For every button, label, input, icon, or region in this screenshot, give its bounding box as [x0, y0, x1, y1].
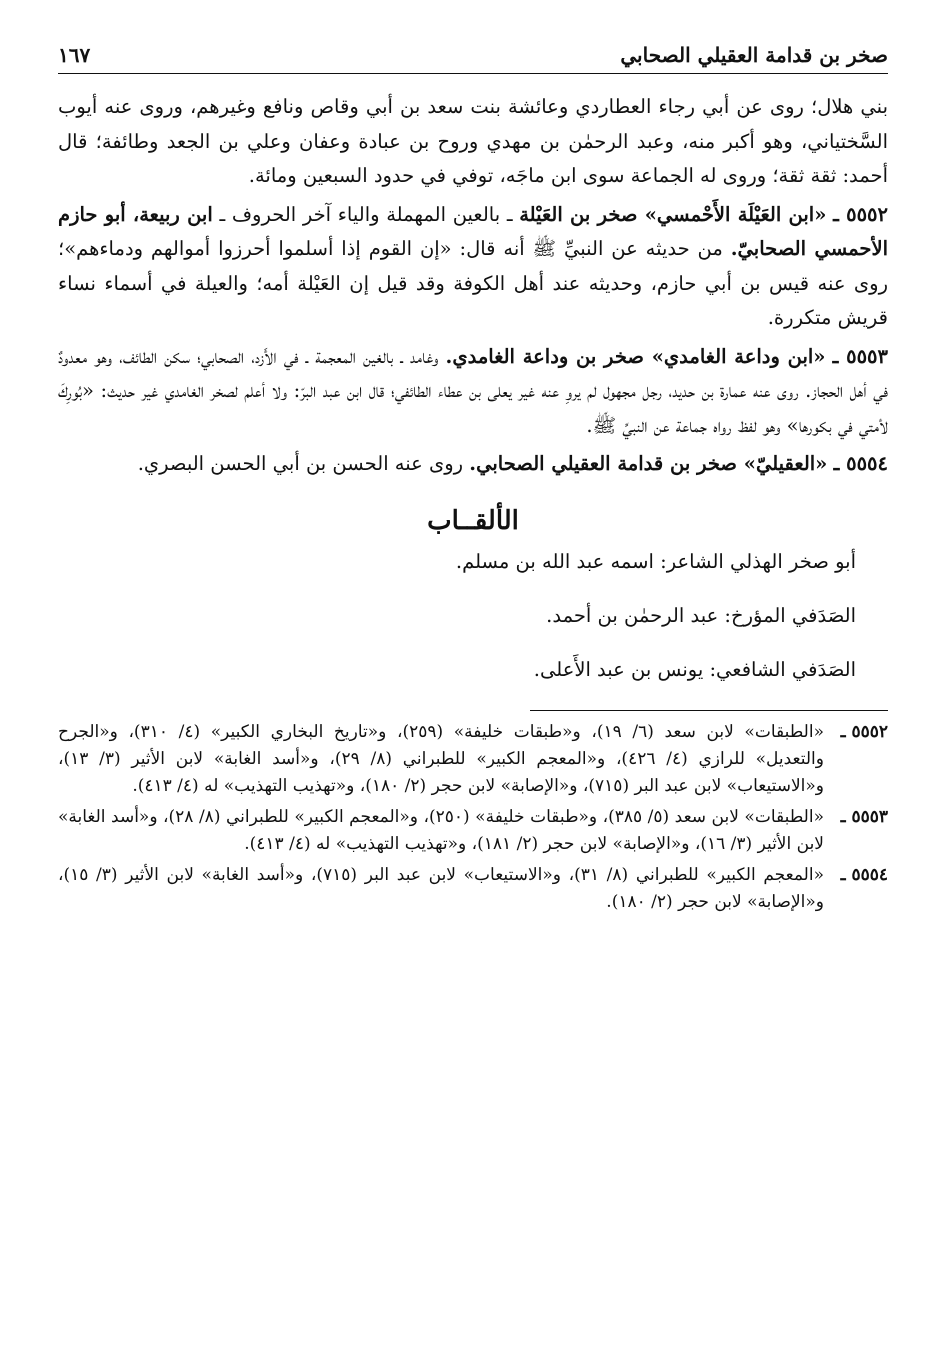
entry-heading: «العقيليّ» صخر بن قدامة العقيلي الصحابي.: [469, 452, 828, 475]
entry-text: وغامد ـ بالغين المعجمة ـ في الأَزد، الصحابي؛ سكن الطائف، وهو معدودٌ في أهل الحجاز. روى عنه عمارة بن حديد، رجل مجهول لم يروِ عنه غير يعلى بن عطاء الطائفي؛ قال ابن عبد البرّ: ولا أعلم لصخر الغامدي غير حديث: «بُورِكَ لأمتي في بكورها» وهو لفظ رواه جماعة عن النبيِّ ﷺ.: [58, 344, 888, 437]
footnote-separator: [530, 710, 888, 711]
footnote-5552: [58, 719, 888, 800]
footnote-5553: [58, 804, 888, 858]
section-heading: الألقــاب: [427, 505, 519, 536]
entry-number: ٥٥٥٤ ـ: [833, 452, 888, 475]
entry-heading: «ابن وداعة الغامدي» صخر بن وداعة الغامدي.: [445, 344, 826, 368]
laqab-item: الصَدَفي المؤرخ: عبد الرحمٰن بن أحمد.: [546, 603, 856, 627]
entry-number: ٥٥٥٢ ـ: [833, 202, 888, 226]
footnote-number: ٥٥٥٢ ـ: [840, 721, 888, 742]
entry-5552: [58, 198, 888, 336]
entry-text: ـ بالعين المهملة والياء آخر الحروف ـ: [212, 202, 520, 226]
footnote-text: «الطبقات» لابن سعد (٦/ ١٩)، و«طبقات خليفة» (٢٥٩)، و«تاريخ البخاري الكبير» (٤/ ٣١٠)، و«الجرح والتعديل» للرازي (٤/ ٤٢٦)، و«المعجم الكبير» للطبراني (٨/ ٢٩)، و«أسد الغابة» لابن الأثير (٣/ ١٣)، و«الاستيعاب» لابن عبد البر (٧١٥)، و«الإصابة» لابن حجر (٢/ ١٨٠)، و«تهذيب التهذيب» له (٤/ ٤١٣).: [58, 721, 824, 796]
entry-text: روى عنه الحسن بن أبي الحسن البصري.: [137, 452, 470, 475]
entry-5553: [58, 340, 888, 444]
running-title: صخر بن قدامة العقيلي الصحابي: [620, 43, 888, 67]
entry-subheading: ابن ربيعة، أبو حازم الأحمسي الصحابيّ.: [58, 202, 888, 260]
entry-heading: «ابن العَيْلَة الأَحْمسي» صخر بن العَيْلة: [519, 202, 827, 226]
continuation-paragraph: بني هلال؛ روى عن أبي رجاء العطاردي وعائشة بنت سعد بن أبي وقاص ونافع وغيرهم، وروى عنه أيوب السَّختياني، وهو أكبر منه، وعبد الرحمٰن بن مهدي وروح بن عبادة وعفان وعلي بن الجعد وطائفة؛ قال أحمد: ثقة ثقة؛ وروى له الجماعة سوى ابن ماجَه، توفي في حدود السبعين ومائة.: [58, 95, 888, 187]
footnote-text: «المعجم الكبير» للطبراني (٨/ ٣١)، و«الاستيعاب» لابن عبد البر (٧١٥)، و«أسد الغابة» لابن الأثير (٣/ ١٥)، و«الإصابة» لابن حجر (٢/ ١٨٠).: [58, 864, 824, 912]
laqab-list: [58, 548, 888, 684]
page-number: ١٦٧: [58, 43, 91, 67]
entry-5554: [58, 447, 888, 482]
footnote-text: «الطبقات» لابن سعد (٥/ ٣٨٥)، و«طبقات خليفة» (٢٥٠)، و«المعجم الكبير» للطبراني (٨/ ٢٨)، و«أسد الغابة» لابن الأثير (٣/ ١٦)، و«الإصابة» لابن حجر (٢/ ١٨١)، و«تهذيب التهذيب» له (٤/ ٤١٣).: [58, 806, 824, 854]
laqab-item: الصَدَفي الشافعي: يونس بن عبد الأَعلى.: [533, 657, 856, 681]
main-text: [58, 90, 888, 482]
footnote-number: ٥٥٥٣ ـ: [840, 806, 888, 827]
entry-text: من حديثه عن النبيِّ ﷺ أنه قال: «إن القوم إذا أسلموا أحرزوا أموالهم ودماءهم»؛ روى عنه قيس بن أبي حازم، وحديثه عند أهل الكوفة وقد قيل إن العَيْلة أمه؛ والعيلة في أسماء نساء قريش متكررة.: [58, 237, 888, 329]
footnote-number: ٥٥٥٤ ـ: [840, 864, 888, 885]
book-page: [58, 34, 888, 1334]
entry-number: ٥٥٥٣ ـ: [832, 344, 889, 368]
footnote-5554: [58, 862, 888, 916]
footnotes: [58, 719, 888, 916]
running-header: [58, 34, 888, 74]
laqab-item: أبو صخر الهذلي الشاعر: اسمه عبد الله بن مسلم.: [455, 549, 856, 573]
